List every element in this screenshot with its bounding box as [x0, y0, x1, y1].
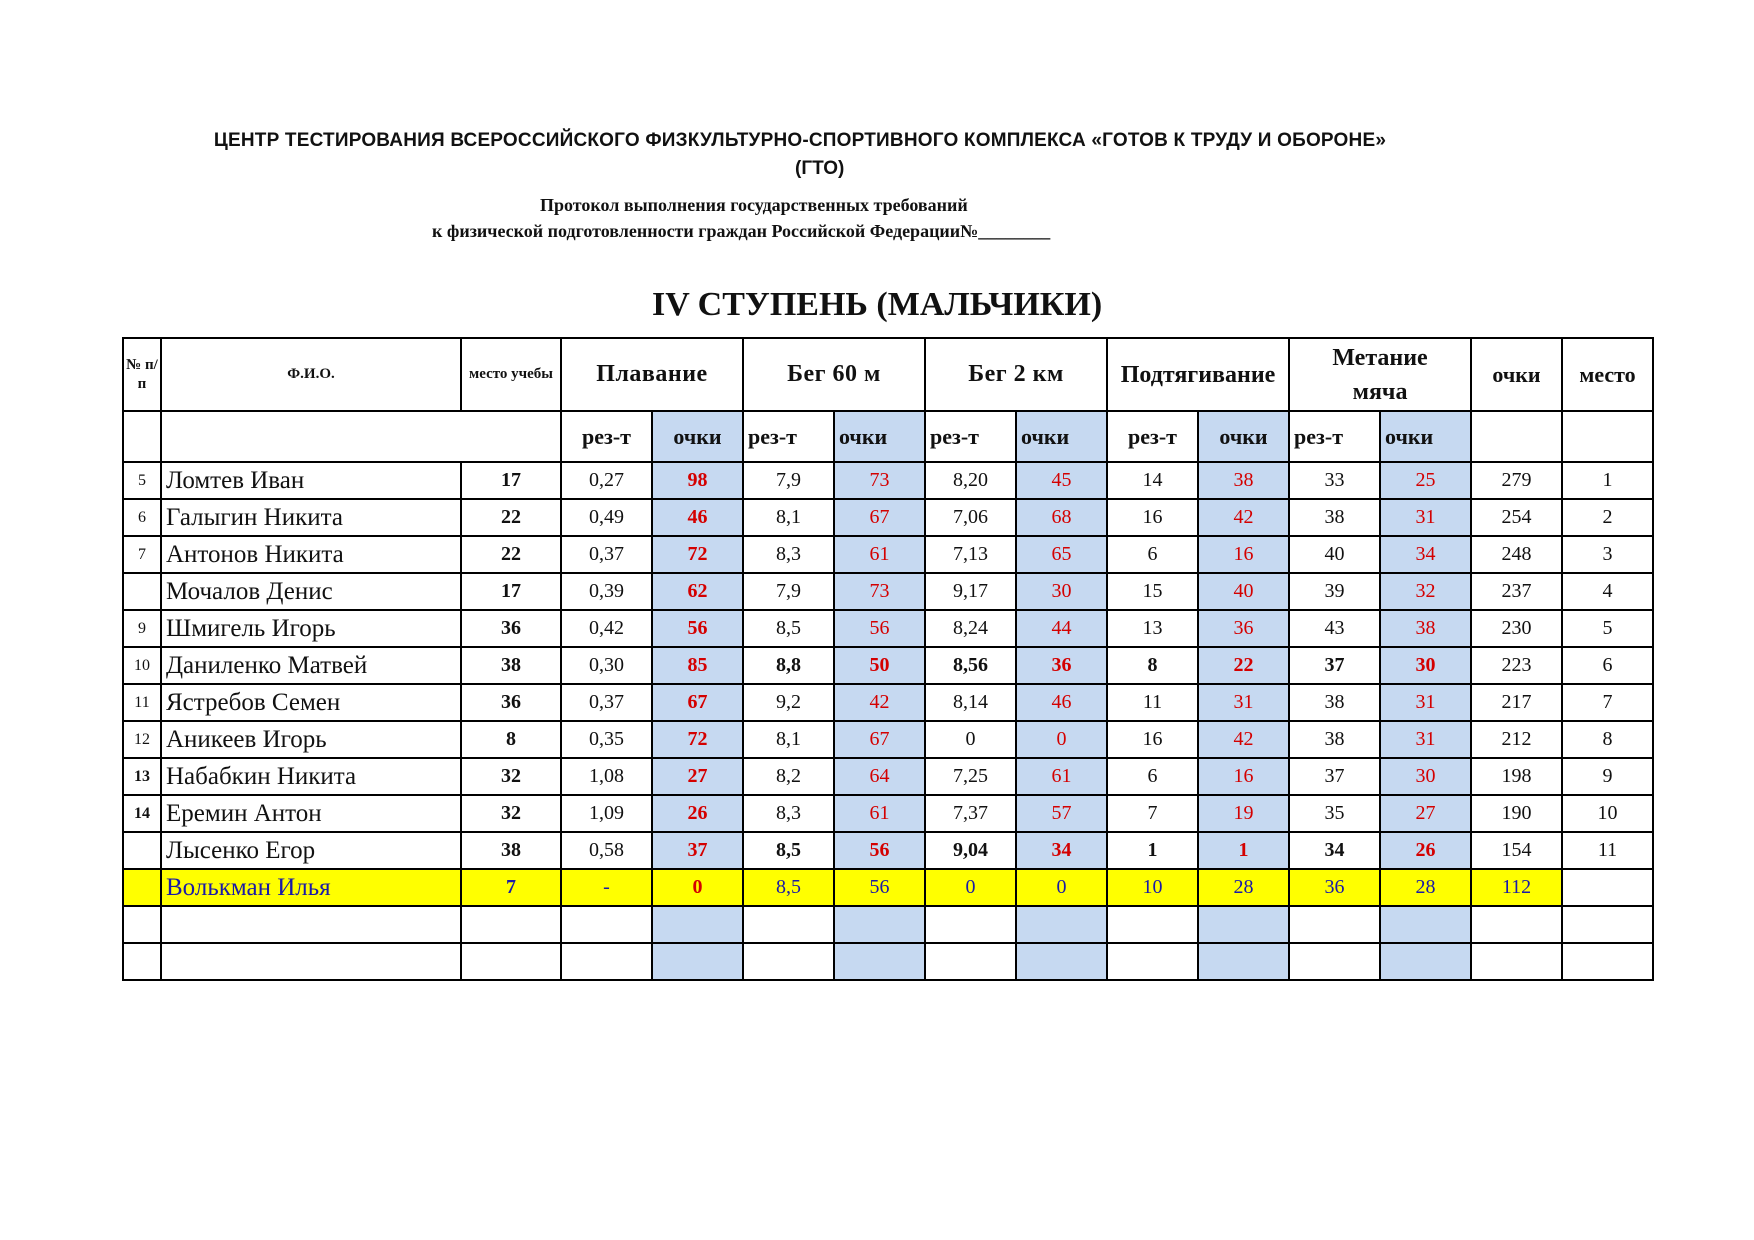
sub-res: рез-т [1289, 411, 1380, 462]
empty-cell [652, 943, 743, 980]
col-run60-header: Бег 60 м [743, 338, 925, 411]
row-name: Аникеев Игорь [161, 721, 461, 758]
pullups-points: 1 [1198, 832, 1289, 869]
swim-result: 0,37 [561, 684, 652, 721]
run60-result: 8,5 [743, 610, 834, 647]
run2k-result: 9,04 [925, 832, 1016, 869]
org-title: ЦЕНТР ТЕСТИРОВАНИЯ ВСЕРОССИЙСКОГО ФИЗКУЛЬТУРНО-СПОРТИВНОГО КОМПЛЕКСА «ГОТОВ К ТРУДУ И ОБОРОНЕ» [213, 130, 1387, 151]
swim-points: 46 [652, 499, 743, 536]
throw-result: 35 [1289, 795, 1380, 832]
throw-points: 25 [1380, 462, 1471, 499]
empty-cell [1016, 943, 1107, 980]
col-num-header: № п/п [123, 338, 161, 411]
place: 1 [1562, 462, 1653, 499]
sub-pts: очки [834, 411, 925, 462]
table-row [123, 573, 1653, 610]
swim-points: 62 [652, 573, 743, 610]
subheader-blank [1562, 411, 1653, 462]
col-run2k-header: Бег 2 км [925, 338, 1107, 411]
row-num: 7 [123, 536, 161, 573]
place: 9 [1562, 758, 1653, 795]
row-name: Даниленко Матвей [161, 647, 461, 684]
row-num: 5 [123, 462, 161, 499]
throw-points: 31 [1380, 499, 1471, 536]
sub-pts: очки [1016, 411, 1107, 462]
run2k-points: 36 [1016, 647, 1107, 684]
table-row-highlighted [123, 869, 1653, 906]
row-school: 32 [461, 758, 561, 795]
row-name: Ломтев Иван [161, 462, 461, 499]
empty-cell [461, 943, 561, 980]
table-row [123, 499, 1653, 536]
run60-result: 8,5 [743, 869, 834, 906]
empty-cell [1471, 906, 1562, 943]
run60-result: 8,3 [743, 795, 834, 832]
empty-cell [1016, 906, 1107, 943]
throw-points: 30 [1380, 647, 1471, 684]
run2k-points: 57 [1016, 795, 1107, 832]
col-throw-header: Метание мяча [1289, 338, 1471, 411]
run60-points: 61 [834, 536, 925, 573]
empty-cell [1562, 906, 1653, 943]
row-num: 13 [123, 758, 161, 795]
empty-cell [1198, 943, 1289, 980]
place: 7 [1562, 684, 1653, 721]
swim-points: 67 [652, 684, 743, 721]
total-points: 223 [1471, 647, 1562, 684]
pullups-points: 16 [1198, 536, 1289, 573]
swim-points: 85 [652, 647, 743, 684]
empty-cell [1380, 943, 1471, 980]
run2k-points: 44 [1016, 610, 1107, 647]
total-points: 279 [1471, 462, 1562, 499]
run60-points: 73 [834, 462, 925, 499]
pullups-result: 10 [1107, 869, 1198, 906]
row-school: 36 [461, 610, 561, 647]
empty-cell [743, 943, 834, 980]
empty-cell [925, 906, 1016, 943]
empty-cell [652, 906, 743, 943]
pullups-result: 6 [1107, 536, 1198, 573]
results-table [122, 337, 1654, 981]
throw-result: 43 [1289, 610, 1380, 647]
run60-result: 7,9 [743, 573, 834, 610]
pullups-result: 16 [1107, 721, 1198, 758]
throw-result: 38 [1289, 684, 1380, 721]
swim-points: 72 [652, 721, 743, 758]
table-row [123, 536, 1653, 573]
run2k-result: 8,24 [925, 610, 1016, 647]
run60-result: 7,9 [743, 462, 834, 499]
pullups-points: 42 [1198, 721, 1289, 758]
sub-res: рез-т [1107, 411, 1198, 462]
swim-result: 0,42 [561, 610, 652, 647]
row-num [123, 869, 161, 906]
throw-points: 28 [1380, 869, 1471, 906]
table-row [123, 758, 1653, 795]
row-name: Антонов Никита [161, 536, 461, 573]
pullups-points: 38 [1198, 462, 1289, 499]
row-num [123, 832, 161, 869]
sub-pts: очки [1380, 411, 1471, 462]
table-row [123, 832, 1653, 869]
row-school: 22 [461, 536, 561, 573]
run2k-result: 8,14 [925, 684, 1016, 721]
place: 4 [1562, 573, 1653, 610]
total-points: 217 [1471, 684, 1562, 721]
place [1562, 869, 1653, 906]
empty-cell [925, 943, 1016, 980]
empty-row [123, 943, 1653, 980]
swim-result: 1,08 [561, 758, 652, 795]
run60-result: 9,2 [743, 684, 834, 721]
run60-points: 42 [834, 684, 925, 721]
throw-points: 32 [1380, 573, 1471, 610]
row-name: Шмигель Игорь [161, 610, 461, 647]
table-row [123, 684, 1653, 721]
empty-cell [123, 906, 161, 943]
empty-cell [1107, 943, 1198, 980]
swim-points: 37 [652, 832, 743, 869]
swim-result: 0,49 [561, 499, 652, 536]
pullups-result: 15 [1107, 573, 1198, 610]
swim-result: 0,30 [561, 647, 652, 684]
pullups-result: 11 [1107, 684, 1198, 721]
pullups-result: 1 [1107, 832, 1198, 869]
empty-cell [123, 943, 161, 980]
row-num [123, 573, 161, 610]
throw-result: 34 [1289, 832, 1380, 869]
pullups-result: 14 [1107, 462, 1198, 499]
subheader-blank [1471, 411, 1562, 462]
total-points: 254 [1471, 499, 1562, 536]
run2k-result: 0 [925, 721, 1016, 758]
run60-points: 67 [834, 499, 925, 536]
swim-points: 0 [652, 869, 743, 906]
col-points-header: очки [1471, 338, 1562, 411]
run60-points: 73 [834, 573, 925, 610]
protocol-title: Протокол выполнения государственных требований [540, 195, 968, 215]
pullups-points: 16 [1198, 758, 1289, 795]
sub-res: рез-т [925, 411, 1016, 462]
subheader-row [123, 411, 1653, 462]
swim-result: - [561, 869, 652, 906]
total-points: 154 [1471, 832, 1562, 869]
table-row [123, 795, 1653, 832]
place: 3 [1562, 536, 1653, 573]
row-school: 17 [461, 573, 561, 610]
total-points: 230 [1471, 610, 1562, 647]
pullups-points: 36 [1198, 610, 1289, 647]
swim-result: 0,58 [561, 832, 652, 869]
row-school: 38 [461, 832, 561, 869]
place: 11 [1562, 832, 1653, 869]
swim-points: 56 [652, 610, 743, 647]
throw-points: 27 [1380, 795, 1471, 832]
stage-title: IV СТУПЕНЬ (МАЛЬЧИКИ) [652, 286, 1103, 323]
col-swim-header: Плавание [561, 338, 743, 411]
run60-points: 50 [834, 647, 925, 684]
empty-cell [1198, 906, 1289, 943]
empty-cell [743, 906, 834, 943]
swim-points: 27 [652, 758, 743, 795]
swim-points: 72 [652, 536, 743, 573]
throw-points: 31 [1380, 721, 1471, 758]
run60-result: 8,1 [743, 499, 834, 536]
row-school: 36 [461, 684, 561, 721]
run60-result: 8,3 [743, 536, 834, 573]
throw-result: 38 [1289, 499, 1380, 536]
protocol-subtitle: к физической подготовленности граждан Российской Федерации№________ [432, 221, 1051, 241]
row-num: 10 [123, 647, 161, 684]
col-name-header: Ф.И.О. [161, 338, 461, 411]
row-num: 9 [123, 610, 161, 647]
empty-cell [561, 943, 652, 980]
sub-pts: очки [1198, 411, 1289, 462]
row-school: 32 [461, 795, 561, 832]
run2k-points: 0 [1016, 869, 1107, 906]
empty-cell [461, 906, 561, 943]
run60-points: 56 [834, 610, 925, 647]
place: 2 [1562, 499, 1653, 536]
col-school-header: место учебы [461, 338, 561, 411]
pullups-result: 7 [1107, 795, 1198, 832]
throw-points: 30 [1380, 758, 1471, 795]
pullups-points: 22 [1198, 647, 1289, 684]
header-row [123, 338, 1653, 411]
table-row [123, 462, 1653, 499]
row-name: Ястребов Семен [161, 684, 461, 721]
run2k-result: 8,20 [925, 462, 1016, 499]
org-abbrev: (ГТО) [795, 158, 845, 179]
sub-pts: очки [652, 411, 743, 462]
row-name: Галыгин Никита [161, 499, 461, 536]
row-school: 38 [461, 647, 561, 684]
sub-res: рез-т [561, 411, 652, 462]
swim-result: 0,35 [561, 721, 652, 758]
place: 10 [1562, 795, 1653, 832]
throw-result: 38 [1289, 721, 1380, 758]
empty-cell [1289, 943, 1380, 980]
pullups-result: 13 [1107, 610, 1198, 647]
empty-cell [1380, 906, 1471, 943]
empty-cell [1471, 943, 1562, 980]
table-row [123, 721, 1653, 758]
pullups-points: 28 [1198, 869, 1289, 906]
col-pullups-header: Подтягивание [1107, 338, 1289, 411]
swim-result: 0,39 [561, 573, 652, 610]
row-school: 7 [461, 869, 561, 906]
run2k-result: 7,13 [925, 536, 1016, 573]
col-place-header: место [1562, 338, 1653, 411]
run60-result: 8,2 [743, 758, 834, 795]
total-points: 212 [1471, 721, 1562, 758]
run2k-result: 8,56 [925, 647, 1016, 684]
run2k-points: 0 [1016, 721, 1107, 758]
pullups-result: 8 [1107, 647, 1198, 684]
run2k-points: 68 [1016, 499, 1107, 536]
run60-points: 64 [834, 758, 925, 795]
throw-result: 33 [1289, 462, 1380, 499]
subheader-blank [123, 411, 161, 462]
row-num: 14 [123, 795, 161, 832]
pullups-points: 19 [1198, 795, 1289, 832]
pullups-points: 31 [1198, 684, 1289, 721]
table-row [123, 647, 1653, 684]
pullups-points: 42 [1198, 499, 1289, 536]
throw-result: 40 [1289, 536, 1380, 573]
swim-result: 0,37 [561, 536, 652, 573]
subheader-blank [161, 411, 561, 462]
run2k-points: 65 [1016, 536, 1107, 573]
throw-result: 37 [1289, 647, 1380, 684]
empty-cell [1289, 906, 1380, 943]
place: 8 [1562, 721, 1653, 758]
table-row [123, 610, 1653, 647]
place: 5 [1562, 610, 1653, 647]
row-name: Набабкин Никита [161, 758, 461, 795]
empty-cell [161, 906, 461, 943]
place: 6 [1562, 647, 1653, 684]
throw-result: 37 [1289, 758, 1380, 795]
row-num: 12 [123, 721, 161, 758]
pullups-points: 40 [1198, 573, 1289, 610]
empty-cell [1562, 943, 1653, 980]
total-points: 237 [1471, 573, 1562, 610]
run2k-result: 7,06 [925, 499, 1016, 536]
sub-res: рез-т [743, 411, 834, 462]
throw-result: 39 [1289, 573, 1380, 610]
pullups-result: 6 [1107, 758, 1198, 795]
row-school: 22 [461, 499, 561, 536]
pullups-result: 16 [1107, 499, 1198, 536]
run2k-result: 0 [925, 869, 1016, 906]
empty-row [123, 906, 1653, 943]
empty-cell [834, 943, 925, 980]
row-school: 8 [461, 721, 561, 758]
run2k-result: 7,37 [925, 795, 1016, 832]
total-points: 198 [1471, 758, 1562, 795]
row-name: Еремин Антон [161, 795, 461, 832]
run60-result: 8,5 [743, 832, 834, 869]
throw-points: 34 [1380, 536, 1471, 573]
empty-cell [561, 906, 652, 943]
row-num: 11 [123, 684, 161, 721]
total-points: 248 [1471, 536, 1562, 573]
run60-points: 56 [834, 869, 925, 906]
row-name: Лысенко Егор [161, 832, 461, 869]
run60-points: 61 [834, 795, 925, 832]
run2k-result: 7,25 [925, 758, 1016, 795]
row-name: Волькман Илья [161, 869, 461, 906]
row-school: 17 [461, 462, 561, 499]
empty-cell [834, 906, 925, 943]
run2k-result: 9,17 [925, 573, 1016, 610]
swim-points: 98 [652, 462, 743, 499]
throw-points: 31 [1380, 684, 1471, 721]
swim-result: 0,27 [561, 462, 652, 499]
row-num: 6 [123, 499, 161, 536]
throw-result: 36 [1289, 869, 1380, 906]
empty-cell [1107, 906, 1198, 943]
run2k-points: 46 [1016, 684, 1107, 721]
run60-result: 8,1 [743, 721, 834, 758]
run2k-points: 30 [1016, 573, 1107, 610]
run60-result: 8,8 [743, 647, 834, 684]
run2k-points: 34 [1016, 832, 1107, 869]
run60-points: 67 [834, 721, 925, 758]
swim-result: 1,09 [561, 795, 652, 832]
run2k-points: 61 [1016, 758, 1107, 795]
swim-points: 26 [652, 795, 743, 832]
total-points: 112 [1471, 869, 1562, 906]
empty-cell [161, 943, 461, 980]
row-name: Мочалов Денис [161, 573, 461, 610]
run60-points: 56 [834, 832, 925, 869]
throw-points: 38 [1380, 610, 1471, 647]
throw-points: 26 [1380, 832, 1471, 869]
run2k-points: 45 [1016, 462, 1107, 499]
total-points: 190 [1471, 795, 1562, 832]
